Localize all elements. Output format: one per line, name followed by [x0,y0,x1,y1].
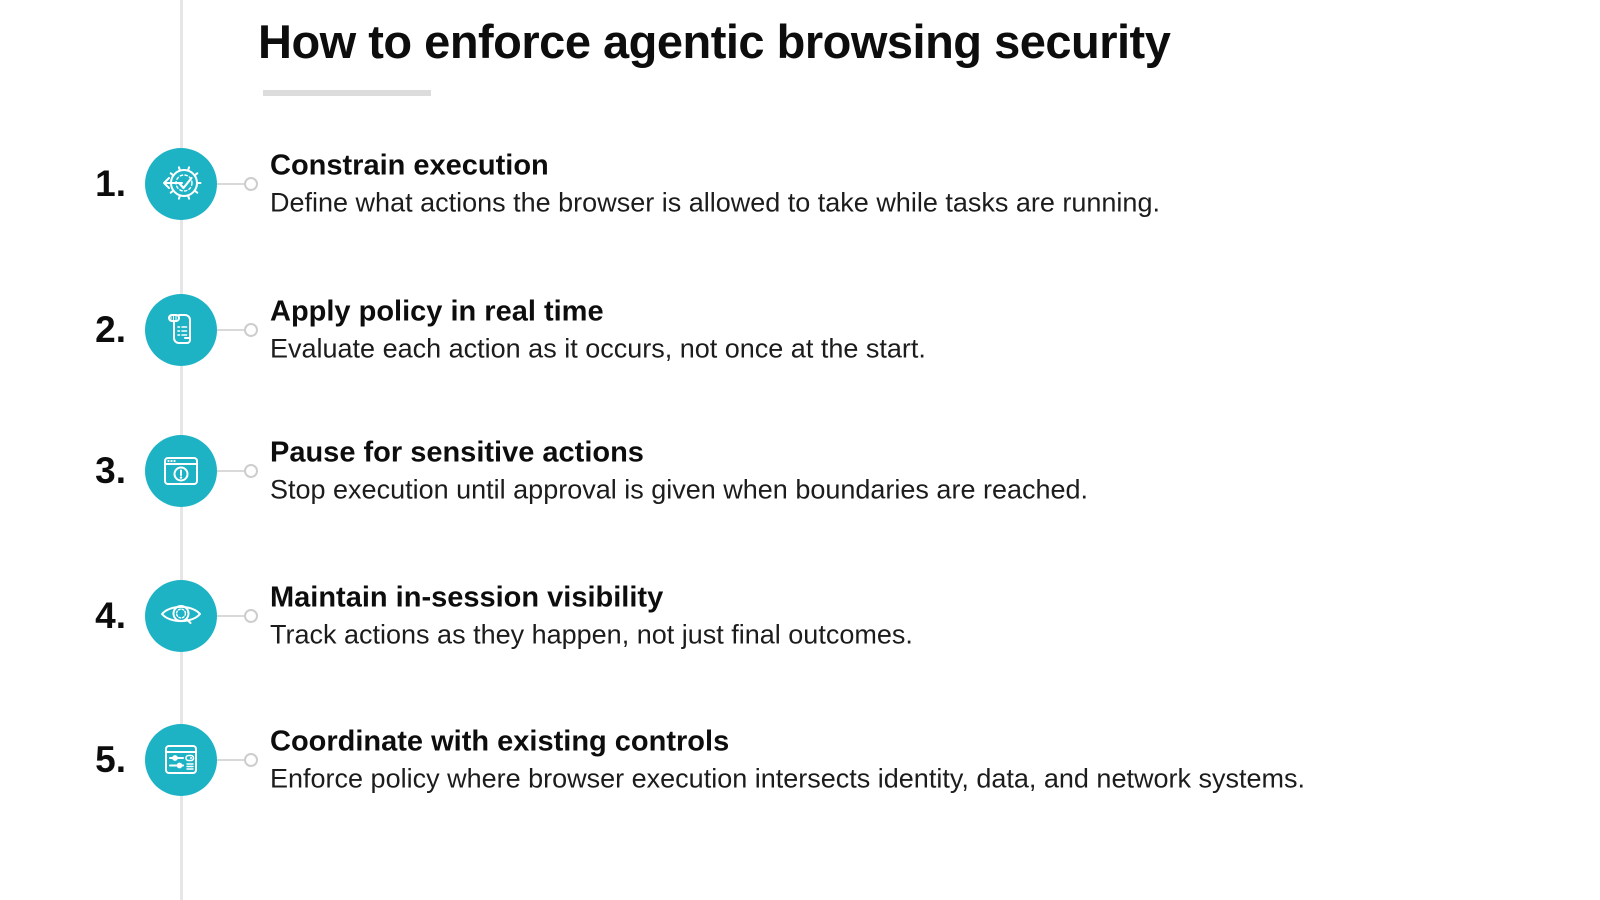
step-row-5 [0,722,1600,798]
step-number: 5. [95,739,126,780]
step-number: 4. [95,595,126,636]
step-text [270,296,926,365]
step-description: Define what actions the browser is allowed to take while tasks are running. [270,187,1160,218]
step-text [270,726,1305,795]
connector-dot [244,177,258,191]
browser-alert-icon [145,435,217,507]
header [258,14,1170,96]
connector-line [217,759,244,761]
connector-dot [244,464,258,478]
step-number: 2. [95,309,126,350]
step-description: Track actions as they happen, not just final outcomes. [270,619,913,650]
eye-magnifier-icon [145,580,217,652]
connector-dot [244,323,258,337]
step-description: Evaluate each action as it occurs, not once at the start. [270,333,926,364]
policy-scroll-icon [145,294,217,366]
gear-check-arrow-icon [145,148,217,220]
step-title: Coordinate with existing controls [270,725,730,758]
step-row-1 [0,146,1600,222]
step-title: Constrain execution [270,149,549,182]
step-description: Stop execution until approval is given when boundaries are reached. [270,474,1089,505]
step-number: 3. [95,450,126,491]
step-number: 1. [95,163,126,204]
step-row-4 [0,578,1600,654]
step-description: Enforce policy where browser execution intersects identity, data, and network systems. [270,763,1305,794]
title-underline [263,90,431,96]
sliders-window-icon [145,724,217,796]
step-text [270,437,1088,506]
connector-line [217,183,244,185]
step-text [270,150,1160,219]
step-title: Maintain in-session visibility [270,581,664,614]
connector-line [217,470,244,472]
step-row-3 [0,433,1600,509]
connector-dot [244,753,258,767]
step-title: Apply policy in real time [270,295,604,328]
step-row-2 [0,292,1600,368]
step-text [270,582,913,651]
connector-dot [244,609,258,623]
connector-line [217,615,244,617]
connector-line [217,329,244,331]
page-title: How to enforce agentic browsing security [258,15,1171,68]
step-title: Pause for sensitive actions [270,436,644,469]
